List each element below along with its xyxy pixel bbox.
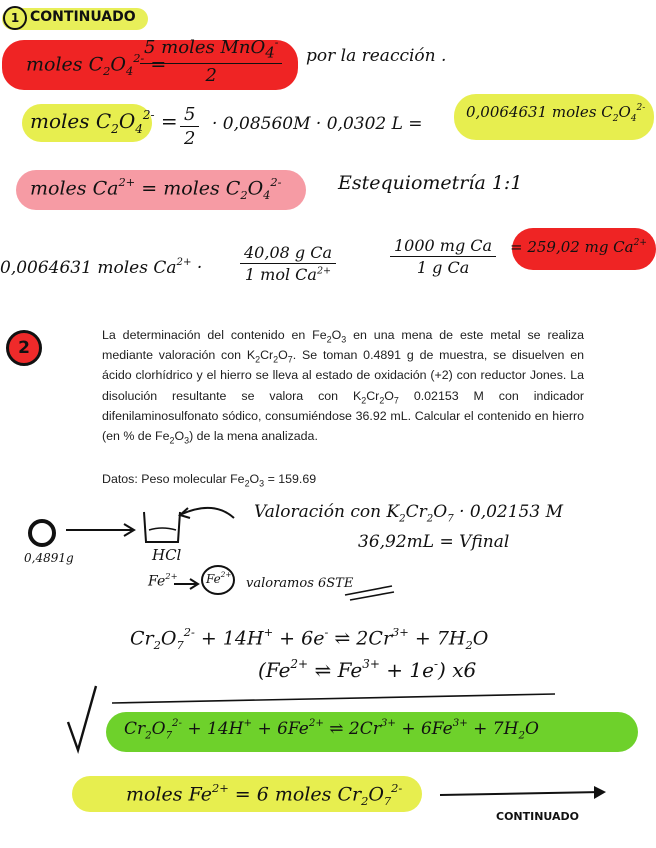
line2-frac-den: 2 [184,128,196,149]
vfinal-label: 36,92mL = Vfinal [358,532,510,552]
fe-label: $Fe^{2+}$ [148,571,178,590]
half-reaction-1: $Cr_2O_7^{2-} + 14H^+ + 6e^-$ ⇌ $2Cr^{3+} + 7H_2O$ [130,624,489,653]
problem-statement: La determinación del contenido en $Fe_2O_3$ en una mena de este metal se realiza mediante valoración con $K_2Cr_2O_7$. Se toman 0.4891 g de muestra, se disuelven en ácido clorhídrico y el hierro se lleva al estado de oxidación (+2) con reductor Jones. La disolución resultante se valora con $K_2Cr_2O_7$ 0.02153 M con indicador difenilaminosulfonato sódico, consumiéndose 36.92 mL. Calcular el contenido en hierro (en % de $Fe_2O_3$) de la mena analizada. [102,328,584,446]
line1-frac-den: 2 [205,64,217,86]
continuado-footer: CONTINUADO [496,810,580,823]
continue-arrow [440,792,602,795]
line1-lhs: moles $C_2O_4^{2-}$ = [26,50,167,79]
line1-frac-num: 5 moles MnO$_4$- [140,36,282,64]
checkmark-icon [68,686,96,750]
beaker-liquid [149,528,176,530]
line3-note: Estequiometría 1:1 [338,172,523,194]
line4-frac1-num: 40,08 g Ca [240,243,336,264]
overall-reaction: $Cr_2O_7^{2-} + 14H^+ + 6Fe^{2+}$ ⇌ $2Cr^{3+} + 6Fe^{3+} + 7H_2O$ [124,718,539,742]
line2-result: 0,0064631 moles $C_2O_4^{2-}$ [466,103,646,124]
line4-frac2-num: 1000 mg Ca [390,236,496,257]
valoracion-label: Valoración con $K_2Cr_2O_7 \cdot 0,02153$ M [254,502,563,525]
problem-data: Datos: Peso molecular $Fe_2O_3 = 159.69$ [102,472,317,489]
titrate-label: valoramos 6STE [246,576,354,591]
line2-lhs: moles $C_2O_4^{2-}$ = [30,108,178,136]
separator-line [112,694,555,703]
line4-start: 0,0064631 moles $Ca^{2+}$ · [0,257,203,278]
section-2-badge: 2 [6,330,42,366]
line2-middle: · 0,08560M · 0,0302 L = [212,114,423,134]
line3-lhs: moles $Ca^{2+}$ = moles $C_2O_4^{2-}$ [30,174,282,203]
line2-frac-num: 5 [180,104,199,127]
half-reaction-2: ($Fe^{2+}$ ⇌ $Fe^{3+} + 1e^-$) x6 [258,657,477,682]
burette-arrow [182,508,234,518]
final-relation: moles $Fe^{2+} = 6$ moles $Cr_2O_7^{2-}$ [126,780,403,809]
sample-mass: 0,4891g [24,551,74,565]
line1-tail: por la reacción . [306,46,447,66]
section-1-badge: 1 [3,6,27,30]
beaker-icon [144,512,180,542]
line4-frac1-den: 1 mol $Ca^{2+}$ [244,265,332,284]
line4-result: = 259,02 mg $Ca^{2+}$ [510,238,647,256]
continue-arrowhead [594,786,606,799]
heading-continuado: CONTINUADO [30,9,136,25]
line4-frac2-den: 1 g Ca [416,258,470,277]
fe-circle-label: $Fe^{2+}$ [206,570,232,586]
hcl-label: HCl [152,546,182,564]
sample-circle [30,521,54,545]
